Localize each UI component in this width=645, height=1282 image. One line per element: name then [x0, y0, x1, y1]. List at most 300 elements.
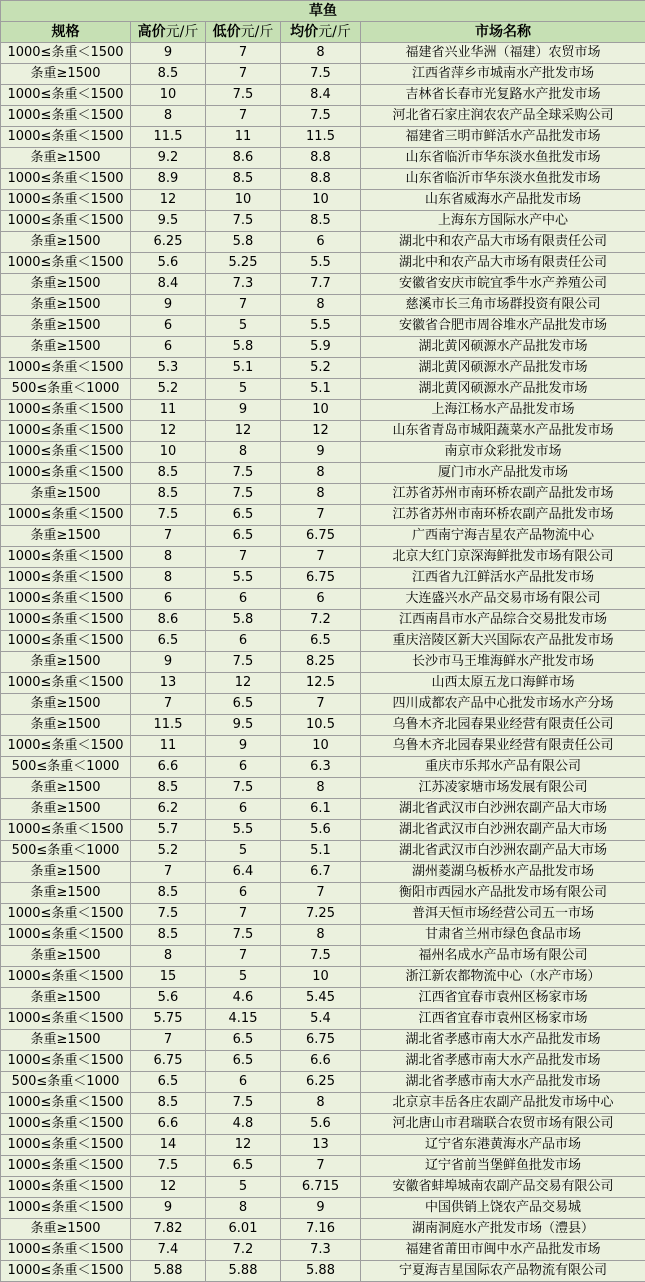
cell-spec: 1000≤条重＜1500 [1, 925, 131, 946]
table-row [1, 967, 645, 988]
cell-market: 山东省威海水产品批发市场 [361, 190, 645, 211]
cell-low-price: 5.88 [206, 1261, 281, 1282]
cell-market: 北京京丰岳各庄农副产品批发市场中心 [361, 1093, 645, 1114]
cell-high-price: 10 [131, 442, 206, 463]
cell-avg-price: 13 [281, 1135, 361, 1156]
cell-avg-price: 5.6 [281, 1114, 361, 1135]
cell-avg-price: 11.5 [281, 127, 361, 148]
cell-spec: 500≤条重＜1000 [1, 1072, 131, 1093]
cell-market: 辽宁省前当堡鲜鱼批发市场 [361, 1156, 645, 1177]
cell-high-price: 5.2 [131, 841, 206, 862]
cell-high-price: 10 [131, 85, 206, 106]
cell-high-price: 9 [131, 1198, 206, 1219]
cell-spec: 1000≤条重＜1500 [1, 673, 131, 694]
table-row [1, 946, 645, 967]
cell-high-price: 12 [131, 1177, 206, 1198]
cell-market: 福建省三明市鲜活水产品批发市场 [361, 127, 645, 148]
cell-high-price: 9 [131, 43, 206, 64]
cell-high-price: 8.5 [131, 463, 206, 484]
cell-low-price: 5.8 [206, 610, 281, 631]
cell-low-price: 7.5 [206, 1093, 281, 1114]
cell-high-price: 8 [131, 547, 206, 568]
cell-high-price: 9.5 [131, 211, 206, 232]
cell-low-price: 7 [206, 904, 281, 925]
cell-high-price: 8.9 [131, 169, 206, 190]
cell-avg-price: 5.1 [281, 379, 361, 400]
cell-low-price: 5.25 [206, 253, 281, 274]
cell-avg-price: 12.5 [281, 673, 361, 694]
cell-spec: 500≤条重＜1000 [1, 841, 131, 862]
cell-high-price: 9 [131, 652, 206, 673]
table-row [1, 295, 645, 316]
cell-avg-price: 5.4 [281, 1009, 361, 1030]
cell-spec: 1000≤条重＜1500 [1, 1135, 131, 1156]
table-row [1, 778, 645, 799]
cell-low-price: 5 [206, 841, 281, 862]
cell-market: 湖北黄冈硕源水产品批发市场 [361, 379, 645, 400]
cell-spec: 1000≤条重＜1500 [1, 631, 131, 652]
cell-market: 乌鲁木齐北园春果业经营有限责任公司 [361, 715, 645, 736]
header-row [1, 22, 645, 43]
cell-avg-price: 7.5 [281, 106, 361, 127]
cell-low-price: 6.5 [206, 694, 281, 715]
cell-avg-price: 6.7 [281, 862, 361, 883]
table-row [1, 988, 645, 1009]
header-spec: 规格 [1, 22, 131, 43]
cell-avg-price: 6.1 [281, 799, 361, 820]
cell-low-price: 7.5 [206, 925, 281, 946]
cell-spec: 1000≤条重＜1500 [1, 400, 131, 421]
cell-low-price: 7 [206, 295, 281, 316]
cell-high-price: 8.4 [131, 274, 206, 295]
cell-low-price: 6 [206, 799, 281, 820]
table-row [1, 442, 645, 463]
table-row [1, 421, 645, 442]
cell-market: 江苏省苏州市南环桥农副产品批发市场 [361, 505, 645, 526]
cell-spec: 条重≥1500 [1, 526, 131, 547]
cell-low-price: 6.4 [206, 862, 281, 883]
cell-high-price: 5.75 [131, 1009, 206, 1030]
table-row [1, 1177, 645, 1198]
cell-spec: 1000≤条重＜1500 [1, 253, 131, 274]
cell-high-price: 6 [131, 316, 206, 337]
table-row [1, 736, 645, 757]
table-row [1, 1114, 645, 1135]
cell-spec: 1000≤条重＜1500 [1, 505, 131, 526]
cell-low-price: 12 [206, 673, 281, 694]
cell-avg-price: 10 [281, 190, 361, 211]
table-row [1, 1156, 645, 1177]
cell-avg-price: 8 [281, 484, 361, 505]
cell-avg-price: 8.4 [281, 85, 361, 106]
header-market: 市场名称 [361, 22, 645, 43]
cell-high-price: 6.6 [131, 1114, 206, 1135]
cell-high-price: 8.5 [131, 883, 206, 904]
table-row [1, 400, 645, 421]
table-row [1, 1135, 645, 1156]
cell-spec: 1000≤条重＜1500 [1, 967, 131, 988]
cell-market: 湖北黄冈硕源水产品批发市场 [361, 358, 645, 379]
cell-market: 中国供销上饶农产品交易城 [361, 1198, 645, 1219]
table-row [1, 169, 645, 190]
cell-market: 四川成都农产品中心批发市场水产分场 [361, 694, 645, 715]
cell-spec: 1000≤条重＜1500 [1, 610, 131, 631]
cell-avg-price: 5.5 [281, 316, 361, 337]
cell-market: 江西省萍乡市城南水产批发市场 [361, 64, 645, 85]
cell-low-price: 7.5 [206, 484, 281, 505]
cell-high-price: 6.5 [131, 1072, 206, 1093]
cell-market: 山东省临沂市华东淡水鱼批发市场 [361, 169, 645, 190]
cell-market: 辽宁省东港黄海水产品市场 [361, 1135, 645, 1156]
cell-low-price: 8.5 [206, 169, 281, 190]
cell-market: 湖北黄冈硕源水产品批发市场 [361, 337, 645, 358]
cell-market: 河北唐山市君瑞联合农贸市场有限公司 [361, 1114, 645, 1135]
cell-high-price: 15 [131, 967, 206, 988]
cell-avg-price: 6.75 [281, 1030, 361, 1051]
cell-spec: 1000≤条重＜1500 [1, 1093, 131, 1114]
cell-spec: 1000≤条重＜1500 [1, 1114, 131, 1135]
cell-avg-price: 5.1 [281, 841, 361, 862]
table-row [1, 358, 645, 379]
cell-low-price: 4.15 [206, 1009, 281, 1030]
table-row [1, 85, 645, 106]
cell-high-price: 8.5 [131, 925, 206, 946]
cell-avg-price: 5.5 [281, 253, 361, 274]
cell-avg-price: 7 [281, 547, 361, 568]
cell-high-price: 8.5 [131, 1093, 206, 1114]
cell-high-price: 11 [131, 736, 206, 757]
table-row [1, 127, 645, 148]
cell-high-price: 5.3 [131, 358, 206, 379]
cell-market: 安徽省蚌埠城南农副产品交易有限公司 [361, 1177, 645, 1198]
cell-spec: 500≤条重＜1000 [1, 379, 131, 400]
cell-low-price: 6 [206, 631, 281, 652]
cell-high-price: 6.75 [131, 1051, 206, 1072]
cell-avg-price: 7 [281, 505, 361, 526]
table-row [1, 820, 645, 841]
cell-market: 江西省九江鲜活水产品批发市场 [361, 568, 645, 589]
cell-avg-price: 8 [281, 43, 361, 64]
cell-low-price: 6.01 [206, 1219, 281, 1240]
cell-high-price: 7.5 [131, 1156, 206, 1177]
cell-avg-price: 8 [281, 778, 361, 799]
cell-spec: 1000≤条重＜1500 [1, 442, 131, 463]
table-row [1, 925, 645, 946]
header-low-label: 低价 [212, 24, 241, 40]
cell-high-price: 11.5 [131, 715, 206, 736]
table-row [1, 589, 645, 610]
table-row [1, 547, 645, 568]
table-row [1, 232, 645, 253]
cell-high-price: 5.6 [131, 988, 206, 1009]
cell-spec: 条重≥1500 [1, 1219, 131, 1240]
table-row [1, 715, 645, 736]
cell-avg-price: 6 [281, 589, 361, 610]
cell-market: 吉林省长春市光复路水产批发市场 [361, 85, 645, 106]
cell-low-price: 9 [206, 736, 281, 757]
cell-avg-price: 6.75 [281, 526, 361, 547]
cell-low-price: 6 [206, 883, 281, 904]
cell-low-price: 5 [206, 967, 281, 988]
cell-market: 福建省莆田市闽中水产品批发市场 [361, 1240, 645, 1261]
cell-spec: 条重≥1500 [1, 799, 131, 820]
cell-market: 福州名成水产品市场有限公司 [361, 946, 645, 967]
cell-spec: 条重≥1500 [1, 316, 131, 337]
cell-avg-price: 8.8 [281, 169, 361, 190]
table-row [1, 694, 645, 715]
cell-spec: 1000≤条重＜1500 [1, 190, 131, 211]
cell-avg-price: 8 [281, 1093, 361, 1114]
table-row [1, 1198, 645, 1219]
cell-spec: 1000≤条重＜1500 [1, 85, 131, 106]
table-row [1, 337, 645, 358]
cell-avg-price: 9 [281, 1198, 361, 1219]
cell-spec: 条重≥1500 [1, 652, 131, 673]
cell-high-price: 6.2 [131, 799, 206, 820]
cell-market: 广西南宁海吉星农产品物流中心 [361, 526, 645, 547]
cell-market: 慈溪市长三角市场群投资有限公司 [361, 295, 645, 316]
table-row [1, 1240, 645, 1261]
cell-spec: 条重≥1500 [1, 148, 131, 169]
cell-avg-price: 6.6 [281, 1051, 361, 1072]
cell-low-price: 5 [206, 316, 281, 337]
cell-avg-price: 7 [281, 694, 361, 715]
cell-low-price: 6.5 [206, 1051, 281, 1072]
cell-spec: 1000≤条重＜1500 [1, 169, 131, 190]
cell-low-price: 5 [206, 1177, 281, 1198]
cell-market: 上海江杨水产品批发市场 [361, 400, 645, 421]
cell-avg-price: 7.5 [281, 946, 361, 967]
cell-low-price: 10 [206, 190, 281, 211]
cell-market: 江苏凌家塘市场发展有限公司 [361, 778, 645, 799]
cell-market: 上海东方国际水产中心 [361, 211, 645, 232]
cell-high-price: 7.5 [131, 904, 206, 925]
table-body [1, 43, 645, 1282]
table-row [1, 526, 645, 547]
cell-low-price: 7.5 [206, 463, 281, 484]
cell-avg-price: 8.5 [281, 211, 361, 232]
cell-high-price: 11.5 [131, 127, 206, 148]
cell-market: 安徽省安庆市皖宜季牛水产养殖公司 [361, 274, 645, 295]
cell-high-price: 6 [131, 589, 206, 610]
cell-low-price: 12 [206, 1135, 281, 1156]
table-row [1, 106, 645, 127]
cell-low-price: 8 [206, 1198, 281, 1219]
cell-market: 山东省青岛市城阳蔬菜水产品批发市场 [361, 421, 645, 442]
cell-low-price: 9 [206, 400, 281, 421]
cell-avg-price: 7.7 [281, 274, 361, 295]
cell-spec: 条重≥1500 [1, 337, 131, 358]
table-row [1, 757, 645, 778]
cell-low-price: 7.3 [206, 274, 281, 295]
cell-avg-price: 6.5 [281, 631, 361, 652]
cell-low-price: 6 [206, 757, 281, 778]
cell-low-price: 7.2 [206, 1240, 281, 1261]
cell-market: 甘肃省兰州市绿色食品市场 [361, 925, 645, 946]
table-row [1, 568, 645, 589]
cell-high-price: 11 [131, 400, 206, 421]
cell-market: 南京市众彩批发市场 [361, 442, 645, 463]
cell-high-price: 5.2 [131, 379, 206, 400]
cell-market: 湖北省武汉市白沙洲农副产品大市场 [361, 841, 645, 862]
cell-high-price: 8 [131, 946, 206, 967]
cell-avg-price: 5.88 [281, 1261, 361, 1282]
cell-market: 浙江新农都物流中心（水产市场） [361, 967, 645, 988]
cell-low-price: 5.8 [206, 337, 281, 358]
cell-avg-price: 6.25 [281, 1072, 361, 1093]
cell-avg-price: 6 [281, 232, 361, 253]
table-row [1, 148, 645, 169]
cell-avg-price: 7.5 [281, 64, 361, 85]
table-row [1, 316, 645, 337]
cell-spec: 条重≥1500 [1, 274, 131, 295]
cell-low-price: 9.5 [206, 715, 281, 736]
cell-spec: 1000≤条重＜1500 [1, 820, 131, 841]
cell-spec: 条重≥1500 [1, 694, 131, 715]
cell-spec: 1000≤条重＜1500 [1, 1198, 131, 1219]
cell-spec: 1000≤条重＜1500 [1, 1051, 131, 1072]
cell-spec: 条重≥1500 [1, 715, 131, 736]
table-row [1, 274, 645, 295]
cell-high-price: 5.6 [131, 253, 206, 274]
cell-market: 湖北中和农产品大市场有限责任公司 [361, 232, 645, 253]
table-row [1, 64, 645, 85]
cell-high-price: 12 [131, 190, 206, 211]
cell-market: 山西太原五龙口海鲜市场 [361, 673, 645, 694]
cell-high-price: 7 [131, 694, 206, 715]
cell-low-price: 7 [206, 106, 281, 127]
cell-spec: 条重≥1500 [1, 295, 131, 316]
cell-avg-price: 7.2 [281, 610, 361, 631]
table-row [1, 463, 645, 484]
cell-high-price: 13 [131, 673, 206, 694]
cell-avg-price: 10 [281, 736, 361, 757]
cell-market: 长沙市马王堆海鲜水产批发市场 [361, 652, 645, 673]
header-avg-unit: 元/斤 [318, 24, 351, 40]
cell-market: 厦门市水产品批发市场 [361, 463, 645, 484]
cell-low-price: 7.5 [206, 211, 281, 232]
cell-low-price: 6.5 [206, 526, 281, 547]
cell-market: 湖北省孝感市南大水产品批发市场 [361, 1072, 645, 1093]
cell-avg-price: 8.25 [281, 652, 361, 673]
header-low-unit: 元/斤 [240, 24, 274, 40]
cell-low-price: 8 [206, 442, 281, 463]
cell-market: 湖北省孝感市南大水产品批发市场 [361, 1051, 645, 1072]
cell-low-price: 6 [206, 589, 281, 610]
cell-spec: 1000≤条重＜1500 [1, 358, 131, 379]
cell-avg-price: 5.2 [281, 358, 361, 379]
cell-avg-price: 8 [281, 463, 361, 484]
cell-high-price: 7.5 [131, 505, 206, 526]
cell-high-price: 8.6 [131, 610, 206, 631]
table-row [1, 505, 645, 526]
cell-low-price: 7 [206, 64, 281, 85]
cell-avg-price: 5.6 [281, 820, 361, 841]
cell-avg-price: 9 [281, 442, 361, 463]
cell-avg-price: 12 [281, 421, 361, 442]
table-row [1, 841, 645, 862]
header-high-label: 高价 [137, 24, 166, 40]
cell-spec: 条重≥1500 [1, 883, 131, 904]
cell-high-price: 6 [131, 337, 206, 358]
cell-spec: 1000≤条重＜1500 [1, 589, 131, 610]
cell-avg-price: 8.8 [281, 148, 361, 169]
table-row [1, 1051, 645, 1072]
table-row [1, 883, 645, 904]
table-row [1, 1093, 645, 1114]
cell-market: 湖州菱湖乌板桥水产品批发市场 [361, 862, 645, 883]
cell-high-price: 7.82 [131, 1219, 206, 1240]
cell-low-price: 6 [206, 1072, 281, 1093]
cell-spec: 1000≤条重＜1500 [1, 106, 131, 127]
table-row [1, 904, 645, 925]
cell-high-price: 6.6 [131, 757, 206, 778]
cell-avg-price: 10 [281, 967, 361, 988]
cell-market: 重庆涪陵区新大兴国际农产品批发市场 [361, 631, 645, 652]
cell-low-price: 7.5 [206, 778, 281, 799]
table-row [1, 1261, 645, 1282]
cell-low-price: 4.8 [206, 1114, 281, 1135]
table-row [1, 631, 645, 652]
cell-low-price: 7.5 [206, 652, 281, 673]
cell-avg-price: 10 [281, 400, 361, 421]
cell-spec: 条重≥1500 [1, 1030, 131, 1051]
cell-high-price: 6.5 [131, 631, 206, 652]
cell-spec: 1000≤条重＜1500 [1, 904, 131, 925]
table-row [1, 1030, 645, 1051]
table-row [1, 211, 645, 232]
cell-low-price: 12 [206, 421, 281, 442]
cell-market: 宁夏海吉星国际农产品物流有限公司 [361, 1261, 645, 1282]
table-row [1, 673, 645, 694]
cell-low-price: 7.5 [206, 85, 281, 106]
cell-avg-price: 5.9 [281, 337, 361, 358]
cell-low-price: 7 [206, 946, 281, 967]
table-title: 草鱼 [1, 1, 645, 22]
cell-spec: 条重≥1500 [1, 232, 131, 253]
cell-market: 衡阳市西园水产品批发市场有限公司 [361, 883, 645, 904]
cell-market: 江西南昌市水产品综合交易批发市场 [361, 610, 645, 631]
cell-high-price: 9 [131, 295, 206, 316]
cell-high-price: 8.5 [131, 64, 206, 85]
cell-high-price: 8.5 [131, 778, 206, 799]
title-row [1, 1, 645, 22]
cell-market: 乌鲁木齐北园春果业经营有限责任公司 [361, 736, 645, 757]
cell-avg-price: 8 [281, 925, 361, 946]
header-avg-price [281, 22, 361, 43]
table-row [1, 799, 645, 820]
cell-spec: 1000≤条重＜1500 [1, 43, 131, 64]
cell-market: 湖北省武汉市白沙洲农副产品大市场 [361, 799, 645, 820]
cell-spec: 1000≤条重＜1500 [1, 736, 131, 757]
cell-low-price: 4.6 [206, 988, 281, 1009]
cell-avg-price: 7.25 [281, 904, 361, 925]
table-row [1, 862, 645, 883]
cell-avg-price: 6.3 [281, 757, 361, 778]
cell-avg-price: 10.5 [281, 715, 361, 736]
cell-low-price: 5.5 [206, 820, 281, 841]
cell-spec: 1000≤条重＜1500 [1, 568, 131, 589]
cell-market: 江西省宜春市袁州区杨家市场 [361, 988, 645, 1009]
cell-spec: 1000≤条重＜1500 [1, 1156, 131, 1177]
cell-spec: 1000≤条重＜1500 [1, 1261, 131, 1282]
cell-avg-price: 6.715 [281, 1177, 361, 1198]
cell-spec: 1000≤条重＜1500 [1, 421, 131, 442]
cell-spec: 1000≤条重＜1500 [1, 127, 131, 148]
cell-market: 湖北中和农产品大市场有限责任公司 [361, 253, 645, 274]
cell-market: 大连盛兴水产品交易市场有限公司 [361, 589, 645, 610]
header-high-unit: 元/斤 [165, 24, 199, 40]
